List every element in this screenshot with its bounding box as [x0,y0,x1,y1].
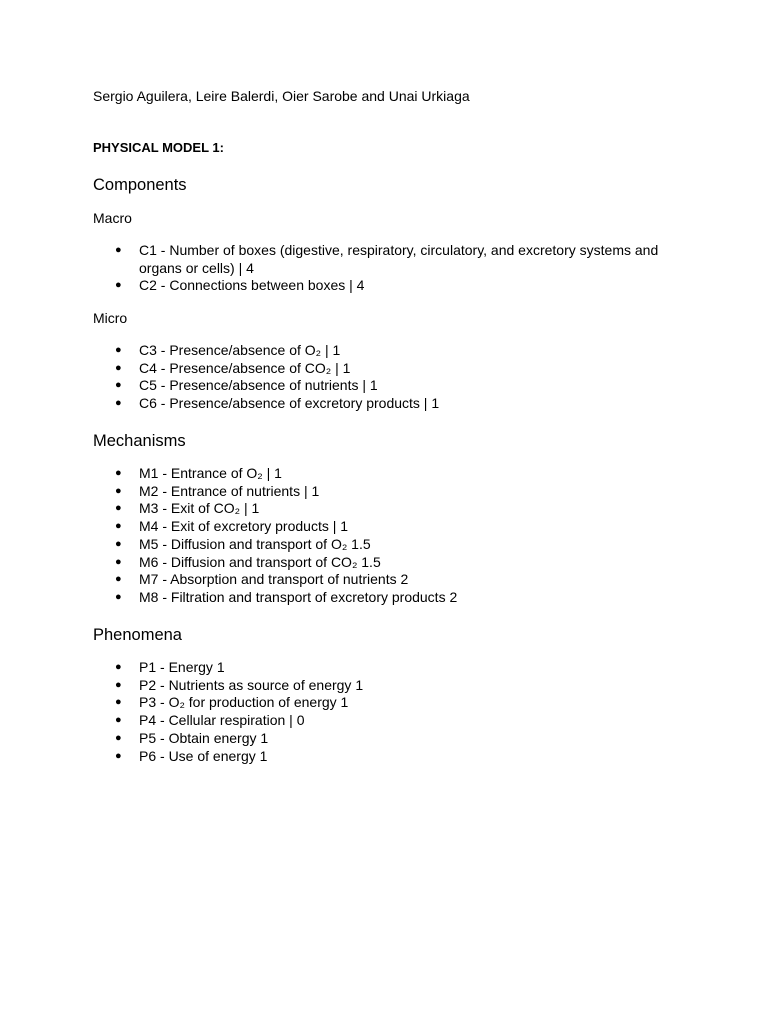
item-text: M2 - Entrance of nutrients | 1 [139,482,320,499]
item-text: C4 - Presence/absence of CO₂ | 1 [139,359,351,376]
list-item [93,748,683,766]
list-item [93,730,683,748]
item-text: M3 - Exit of CO₂ | 1 [139,500,260,517]
list-item [93,500,683,518]
item-text: P5 - Obtain energy 1 [139,729,269,746]
mechanisms-heading: Mechanisms [93,432,186,450]
bullet-icon: ● [115,537,122,550]
authors-line: Sergio Aguilera, Leire Balerdi, Oier Sarobe and Unai Urkiaga [93,88,470,104]
item-text: P6 - Use of energy 1 [139,747,268,764]
bullet-icon: ● [115,344,122,356]
list-item [93,377,683,395]
list-item [93,554,683,572]
item-text: C2 - Connections between boxes | 4 [139,277,365,294]
list-item [93,677,683,695]
macro-label: Macro [93,210,132,226]
item-text: M5 - Diffusion and transport of O₂ 1.5 [139,535,371,552]
item-text: C3 - Presence/absence of O₂ | 1 [139,342,341,358]
macro-list [93,242,683,295]
item-text: C5 - Presence/absence of nutrients | 1 [139,377,378,394]
item-text: P4 - Cellular respiration | 0 [139,712,305,729]
bullet-icon: ● [115,244,122,256]
item-text: M6 - Diffusion and transport of CO₂ 1.5 [139,553,381,570]
bullet-icon: ● [115,661,122,673]
bullet-icon: ● [115,379,122,392]
list-item [93,518,683,536]
item-text: M8 - Filtration and transport of excretory products 2 [139,588,458,605]
item-text: M7 - Absorption and transport of nutrients 2 [139,571,409,588]
list-item [93,712,683,730]
bullet-icon: ● [115,555,122,568]
bullet-icon: ● [115,696,122,709]
micro-label: Micro [93,310,128,326]
bullet-icon: ● [115,714,122,727]
bullet-icon: ● [115,397,122,410]
list-item [93,571,683,589]
bullet-icon: ● [115,502,122,515]
bullet-icon: ● [115,279,122,292]
list-item [93,342,683,360]
list-item [93,360,683,378]
item-text: P2 - Nutrients as source of energy 1 [139,676,364,693]
item-text: P1 - Energy 1 [139,659,225,675]
bullet-icon: ● [115,467,122,479]
item-text: M4 - Exit of excretory products | 1 [139,518,349,535]
phenomena-list [93,659,683,765]
list-item [93,694,683,712]
item-text: C1 - Number of boxes (digestive, respiratory, circulatory, and excretory systems and organs or cells) | 4 [139,242,659,276]
mechanisms-list [93,465,683,607]
list-item [93,536,683,554]
bullet-icon: ● [115,731,122,744]
bullet-icon: ● [115,361,122,374]
bullet-icon: ● [115,484,122,497]
bullet-icon: ● [115,678,122,691]
list-item [93,483,683,501]
bullet-icon: ● [115,749,122,762]
micro-list [93,342,683,413]
list-item [93,395,683,413]
list-item [93,465,683,483]
item-text: P3 - O₂ for production of energy 1 [139,694,349,711]
list-item [93,277,683,295]
list-item [93,659,683,677]
list-item [93,242,683,277]
components-heading: Components [93,176,187,194]
item-text: C6 - Presence/absence of excretory products | 1 [139,395,440,412]
bullet-icon: ● [115,573,122,586]
list-item [93,589,683,607]
phenomena-heading: Phenomena [93,626,182,644]
bullet-icon: ● [115,590,122,603]
item-text: M1 - Entrance of O₂ | 1 [139,465,282,481]
model-title: PHYSICAL MODEL 1: [93,140,224,155]
bullet-icon: ● [115,520,122,533]
